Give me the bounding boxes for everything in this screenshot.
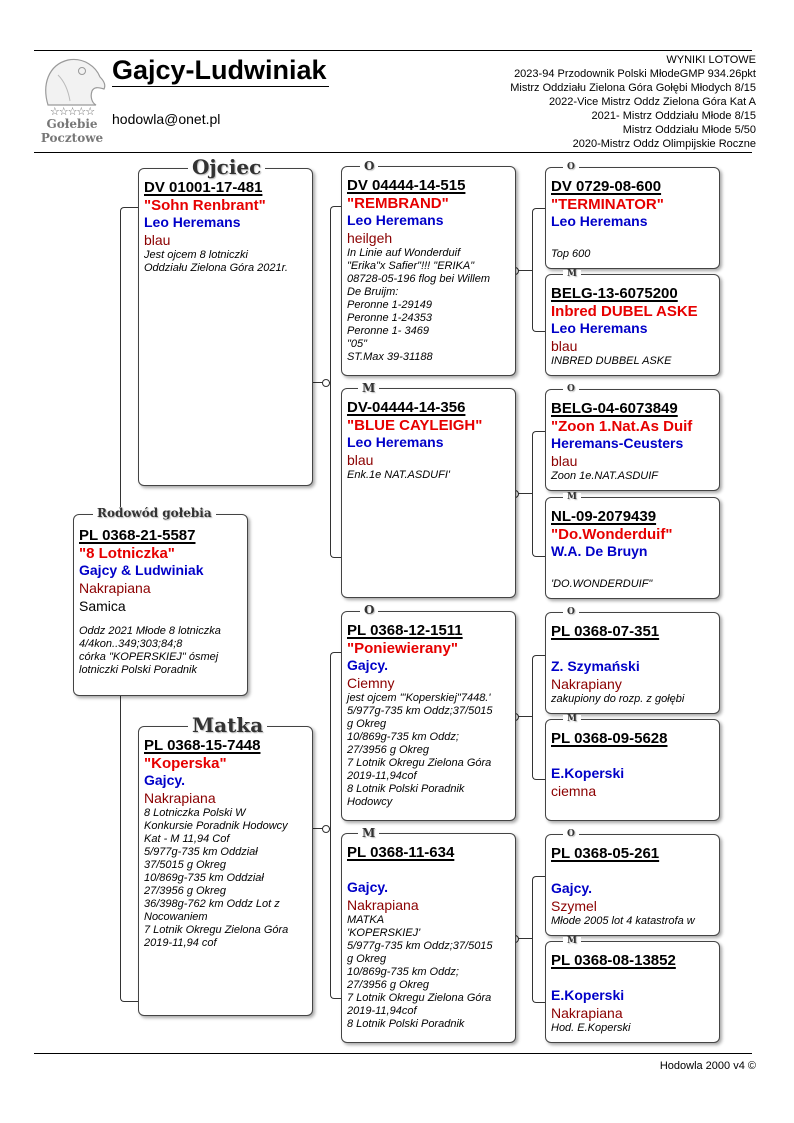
pigeon-notes: Hod. E.Koperski bbox=[551, 1022, 631, 1034]
plumage-color bbox=[551, 230, 715, 248]
pigeon-name: "Koperska" bbox=[144, 755, 227, 772]
sire-legend: O bbox=[563, 608, 579, 617]
great-grandparent-card[interactable] bbox=[545, 274, 720, 376]
sire-legend: O bbox=[360, 160, 378, 172]
ring-number: PL 0368-09-5628 bbox=[551, 730, 668, 747]
plumage-color: Nakrapiana bbox=[144, 790, 216, 806]
ring-number: PL 0368-08-13852 bbox=[551, 952, 676, 969]
great-grandparent-card[interactable] bbox=[545, 497, 720, 599]
breeder-name: Gajcy & Ludwiniak bbox=[79, 562, 204, 578]
pigeon-notes: MATKA 'KOPERSKIEJ' 5/977g-735 km Oddz;37/5015 g Okreg 10/869g-735 km Oddz; 27/3956 g Okreg 7 Lotnik Okregu Zielona Góra 2019-11,94cof 8 Lotnik Polski Poradnik bbox=[347, 914, 493, 1030]
pigeon-legend: Rodowód gołebia bbox=[93, 507, 216, 519]
great-grandparent-card[interactable] bbox=[545, 834, 720, 936]
pigeon-notes: 8 Lotniczka Polski W Konkursie Poradnik Hodowcy Kat - M 11,94 Cof 5/977g-735 km Oddział 37/5015 g Okreg 10/869g-735 km Oddział 27/3956 g Okreg 36/398g-762 km Oddz Lot z Nocowaniem 7 Lotnik Okregu Zielona Góra 2019-11,94 cof bbox=[144, 807, 289, 949]
plumage-color: blau bbox=[144, 232, 171, 248]
breeder-email: hodowla@onet.pl bbox=[112, 111, 221, 127]
result-line: Mistrz Oddziału Młode 5/50 bbox=[622, 124, 756, 136]
connector-mother-parents bbox=[330, 652, 341, 999]
plumage-color: Nakrapiana bbox=[79, 580, 151, 596]
breeder-name: E.Koperski bbox=[551, 765, 625, 781]
ring-number: DV 04444-14-515 bbox=[347, 177, 466, 194]
breeder-name: Gajcy. bbox=[144, 772, 185, 788]
pigeon-name: "TERMINATOR" bbox=[551, 196, 664, 213]
pigeon-notes: Jest ojcem 8 lotniczki Oddziału Zielona Góra 2021r. bbox=[144, 249, 288, 274]
great-grandparent-card[interactable] bbox=[545, 941, 720, 1043]
great-grandparent-card[interactable] bbox=[545, 167, 720, 269]
connector-father-parents bbox=[330, 206, 341, 558]
pigeon-sex: Samica bbox=[79, 598, 126, 614]
pigeon-notes: Zoon 1e.NAT.ASDUIF bbox=[551, 470, 658, 482]
footer-credit: Hodowla 2000 v4 © bbox=[659, 1060, 756, 1072]
plumage-color: Nakrapiany bbox=[551, 676, 622, 692]
plumage-color: blau bbox=[551, 338, 578, 354]
header-bottom-rule bbox=[34, 152, 752, 153]
sire-legend: O bbox=[360, 604, 378, 616]
logo-text-line1: Gołebie bbox=[46, 117, 98, 131]
plumage-color: blau bbox=[347, 452, 374, 468]
breeder-name: Gajcy. bbox=[551, 880, 592, 896]
plumage-color: heilgeh bbox=[347, 230, 393, 246]
connector-ff-parents bbox=[532, 208, 545, 332]
breeder-name: Leo Heremans bbox=[551, 320, 648, 336]
ring-number: BELG-13-6075200 bbox=[551, 285, 678, 302]
result-line: 2021- Mistrz Oddziału Młode 8/15 bbox=[591, 110, 756, 122]
result-line: 2022-Vice Mistrz Oddz Zielona Góra Kat A bbox=[548, 96, 756, 108]
pigeon-name: "Do.Wonderduif" bbox=[551, 526, 673, 543]
pigeon-notes: Enk.1e NAT.ASDUFI' bbox=[347, 469, 450, 481]
dam-legend: M bbox=[358, 827, 379, 839]
ring-number: DV-04444-14-356 bbox=[347, 399, 466, 416]
great-grandparent-card[interactable] bbox=[545, 612, 720, 714]
pigeon-notes: jest ojcem '"Koperskiej"7448.' 5/977g-735 km Oddz;37/5015 g Okreg 10/869g-735 km Oddz; 27/3956 g Okreg 7 Lotnik Okregu Zielona Góra 2019-11,94cof 8 Lotnik Polski Poradnik Hodowcy bbox=[347, 692, 493, 808]
grandmother-paternal-card[interactable] bbox=[341, 388, 516, 598]
father-card[interactable] bbox=[138, 168, 313, 486]
sire-legend: O bbox=[563, 830, 579, 839]
pigeon-name-empty bbox=[551, 863, 715, 880]
pigeon-notes: zakupiony do rozp. z gołębi bbox=[551, 693, 685, 705]
plumage-color: Nakrapiana bbox=[347, 897, 419, 913]
dam-legend: M bbox=[563, 493, 581, 502]
plumage-color bbox=[551, 560, 715, 578]
pigeon-notes: 'DO.WONDERDUIF" bbox=[551, 578, 653, 590]
logo-text-line2: Pocztowe bbox=[40, 131, 104, 145]
ring-number: PL 0368-21-5587 bbox=[79, 527, 196, 544]
pigeon-notes: Młode 2005 lot 4 katastrofa w bbox=[551, 915, 695, 927]
ring-number: PL 0368-11-634 bbox=[347, 844, 455, 861]
pigeon-name-empty bbox=[551, 641, 715, 658]
breeder-name: Leo Heremans bbox=[347, 212, 444, 228]
dam-legend: M bbox=[563, 937, 581, 946]
breeder-name: Heremans-Ceusters bbox=[551, 435, 684, 451]
pigeon-name: Inbred DUBEL ASKE bbox=[551, 303, 698, 320]
dam-legend: M bbox=[358, 382, 379, 394]
ring-number: DV 0729-08-600 bbox=[551, 178, 662, 195]
pigeon-name: "REMBRAND" bbox=[347, 195, 449, 212]
connector-fm-parents bbox=[532, 431, 545, 557]
pigeon-name: "Zoon 1.Nat.As Duif bbox=[551, 418, 693, 435]
grandfather-paternal-card[interactable] bbox=[341, 166, 516, 376]
ring-number: PL 0368-12-1511 bbox=[347, 622, 463, 639]
breeder-name: Leo Heremans bbox=[347, 434, 444, 450]
plumage-color: ciemna bbox=[551, 783, 597, 799]
connector-node bbox=[322, 825, 330, 833]
results-heading: WYNIKI LOTOWE bbox=[666, 54, 756, 66]
plumage-color: Ciemny bbox=[347, 675, 395, 691]
logo bbox=[34, 55, 110, 145]
result-line: 2020-Mistrz Oddz Olimpijskie Roczne bbox=[572, 138, 756, 150]
ring-number: BELG-04-6073849 bbox=[551, 400, 678, 417]
plumage-color: Nakrapiana bbox=[551, 1005, 623, 1021]
sire-legend: O bbox=[563, 385, 579, 394]
ring-number: PL 0368-05-261 bbox=[551, 845, 660, 862]
pigeon-name-empty bbox=[551, 748, 715, 765]
pigeon-notes: Oddz 2021 Młode 8 lotniczka 4/4kon..349;303;84;8 córka "KOPERSKIEJ" ósmej lotniczki Polski Poradnik bbox=[79, 625, 221, 676]
great-grandparent-card[interactable] bbox=[545, 389, 720, 491]
sire-legend: O bbox=[563, 163, 579, 172]
result-line: Mistrz Oddziału Zielona Góra Gołębi Młodych 8/15 bbox=[510, 82, 756, 94]
pigeon-card[interactable] bbox=[73, 514, 248, 696]
pigeon-name: "BLUE CAYLEIGH" bbox=[347, 417, 483, 434]
mother-legend: Matka bbox=[188, 715, 267, 735]
connector-mf-parents bbox=[532, 655, 545, 780]
dam-legend: M bbox=[563, 715, 581, 724]
breeder-title: Gajcy-Ludwiniak bbox=[112, 55, 327, 85]
footer-rule bbox=[34, 1053, 752, 1054]
breeder-name: Gajcy. bbox=[347, 657, 388, 673]
logo-stars: ☆☆☆☆☆ bbox=[49, 106, 95, 118]
grandfather-maternal-card[interactable] bbox=[341, 611, 516, 821]
plumage-color: blau bbox=[551, 453, 578, 469]
grandmother-maternal-card[interactable] bbox=[341, 833, 516, 1043]
pigeon-name-empty bbox=[551, 970, 715, 987]
ring-number: PL 0368-15-7448 bbox=[144, 737, 261, 754]
connector-mm-parents bbox=[532, 876, 545, 1003]
pigeon-head-icon bbox=[34, 55, 110, 107]
plumage-color: Szymel bbox=[551, 898, 597, 914]
pigeon-notes: Top 600 bbox=[551, 248, 591, 260]
header-top-rule bbox=[34, 50, 752, 51]
great-grandparent-card[interactable] bbox=[545, 719, 720, 821]
breeder-name: E.Koperski bbox=[551, 987, 625, 1003]
ring-number: NL-09-2079439 bbox=[551, 508, 657, 525]
breeder-name: Gajcy. bbox=[347, 879, 388, 895]
pigeon-notes: INBRED DUBBEL ASKE bbox=[551, 355, 672, 367]
father-legend: Ojciec bbox=[188, 157, 265, 177]
result-line: 2023-94 Przodownik Polski MłodeGMP 934.26pkt bbox=[514, 68, 756, 80]
pigeon-name: "Sohn Renbrant" bbox=[144, 197, 266, 214]
connector-node bbox=[322, 379, 330, 387]
pigeon-name-empty bbox=[347, 862, 511, 879]
breeder-name: Leo Heremans bbox=[144, 214, 241, 230]
dam-legend: M bbox=[563, 270, 581, 279]
flight-results bbox=[510, 53, 756, 151]
ring-number: PL 0368-07-351 bbox=[551, 623, 660, 640]
pigeon-name: "Poniewierany" bbox=[347, 640, 458, 657]
pigeon-name: "8 Lotniczka" bbox=[79, 545, 175, 562]
ring-number: DV 01001-17-481 bbox=[144, 179, 263, 196]
breeder-name: Z. Szymański bbox=[551, 658, 640, 674]
breeder-name: W.A. De Bruyn bbox=[551, 543, 648, 559]
mother-card[interactable] bbox=[138, 726, 313, 1016]
pigeon-notes: In Linie auf Wonderduif "Erika"x Safier"!!! "ERIKA" 08728-05-196 flog bei Willem De Bruijm: Peronne 1-29149 Peronne 1-24353 Peronne 1- 3469 "05" ST.Max 39-31188 bbox=[347, 247, 490, 363]
breeder-name: Leo Heremans bbox=[551, 213, 648, 229]
